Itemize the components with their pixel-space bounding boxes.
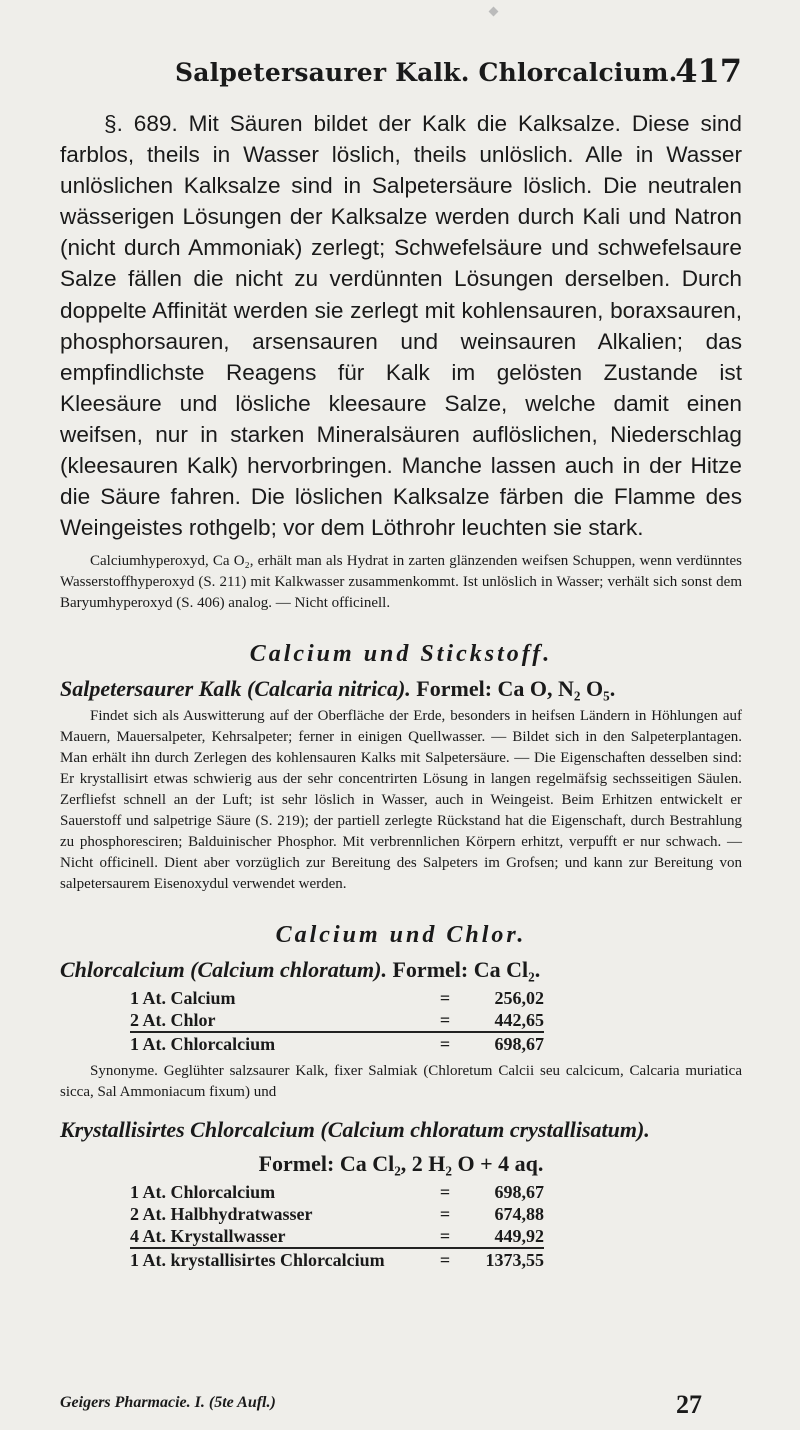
table-row: 1 At. Chlorcalcium = 698,67 <box>130 1034 544 1055</box>
table-row: 1 At. Chlorcalcium = 698,67 <box>130 1182 544 1203</box>
compound-name: Salpetersaurer Kalk (Calcaria nitrica). <box>60 676 411 702</box>
page-body <box>60 108 742 1271</box>
salpetersaurer-kalk-text: Findet sich als Auswitterung auf der Oberfläche der Erde, besonders in heifsen Ländern in Höhlungen auf Mauern, Mauersalpeter, Kehrsalpeter; ferner in einigen Quellwasser. — Bildet sich in den Salpeterplantagen. Man erhält ihn durch Zerlegen des kohlensauren Kalks mit Salpetersäure. — Die Eigenschaften desselben sind: Er krystallisirt etwas schwierig aus der sehr concentrirten Lösung in langen regelmäfsig sechsseitigen Säulen. Zerfliefst schnell an der Luft; ist sehr löslich in Wasser, auch in Weingeist. Beim Erhitzen entwickelt er Sauerstoff und salpetrige Säure (S. 219); der partiell zerlegte Rückstand hat die Eigenschaft, durch Bestrahlung zu phosphoresciren; Balduinischer Phosphor. Mit verbrennlichen Körpern erhitzt, verpufft er nur schwach. — Nicht officinell. Dient aber vorzüglich zur Bereitung des Salpeters im Grofsen; und kann zur Bereitung von salpetersaurem Eisenoxydul verwendet werden. <box>60 708 742 893</box>
footer-source: Geigers Pharmacie. I. (5te Aufl.) <box>60 1394 276 1411</box>
heading-calcium-chlor: Calcium und Chlor. <box>275 922 527 949</box>
signature-mark: 27 <box>676 1390 702 1419</box>
compound-formula: Formel: Ca O, N₂ O₅. <box>416 676 616 702</box>
salpetersaurer-kalk-title <box>60 672 742 706</box>
krystallisirtes-title <box>60 1113 742 1147</box>
chlorcalcium-title <box>60 953 742 987</box>
table-row: 2 At. Chlor = 442,65 <box>130 1010 544 1031</box>
table-row: 4 At. Krystallwasser = 449,92 <box>130 1226 544 1247</box>
section-689-paragraph: §. 689. Mit Säuren bildet der Kalk die Kalksalze. Diese sind farblos, theils in Wasser löslich, theils unlöslich. Alle in Wasser unlöslichen Kalksalze sind in Salpetersäure löslich. Die neutralen wässerigen Lösungen der Kalksalze werden durch Kali und Natron (nicht durch Ammoniak) zerlegt; Schwefelsäure und schwefelsaure Salze fällen die nicht zu verdünnten Lösungen derselben. Durch doppelte Affinität werden sie zerlegt mit kohlensauren, boraxsauren, phosphorsauren, arsensauren und weinsauren Alkalien; das empfindlichste Reagens für Kalk im gelösten Zustande ist Kleesäure und lösliche kleesaure Salze, welche damit einen weifsen, nur in starken Mineralsäuren auflöslichen, Niederschlag (kleesauren Kalk) hervorbringen. Manche lassen auch in der Hitze die Säure fahren. Die löslichen Kalksalze färben die Flamme des Weingeistes rothgelb; vor dem Löthrohr leuchten sie stark. <box>60 111 742 541</box>
calciumhyperoxyd-note: Calciumhyperoxyd, Ca O₂, erhält man als Hydrat in zarten glänzenden weifsen Schuppen, wenn verdünntes Wasserstoffhyperoxyd (S. 211) mit Kalkwasser zusammenkommt. Ist unlöslich in Wasser; verhält sich sonst dem Baryumhyperoxyd (S. 406) analog. — Nicht officinell. <box>60 553 742 612</box>
synonyms-text: Synonyme. Geglühter salzsaurer Kalk, fixer Salmiak (Chloretum Calcii seu calcicum, Calcaria muriatica sicca, Sal Ammoniacum fixum) und <box>60 1063 742 1101</box>
heading-calcium-stickstoff: Calcium und Stickstoff. <box>249 641 553 668</box>
table-row: 1 At. krystallisirtes Chlorcalcium = 1373,55 <box>130 1250 544 1271</box>
krystallisirtes-formula: Formel: Ca Cl₂, 2 H₂ O + 4 aq. <box>258 1151 544 1177</box>
compound-formula: Formel: Ca Cl₂. <box>392 957 541 983</box>
table-row: 1 At. Calcium = 256,02 <box>130 988 544 1009</box>
running-title: Salpetersaurer Kalk. Chlorcalcium. <box>175 58 678 87</box>
page-mark <box>489 7 499 17</box>
chlorcalcium-composition-table <box>130 987 544 1055</box>
page-number: 417 <box>675 52 742 90</box>
running-head <box>175 52 742 90</box>
krystallisirtes-composition-table <box>130 1181 544 1271</box>
table-row: 2 At. Halbhydratwasser = 674,88 <box>130 1204 544 1225</box>
compound-name: Krystallisirtes Chlorcalcium (Calcium chloratum crystallisatum). <box>60 1117 650 1143</box>
compound-name: Chlorcalcium (Calcium chloratum). <box>60 957 387 983</box>
